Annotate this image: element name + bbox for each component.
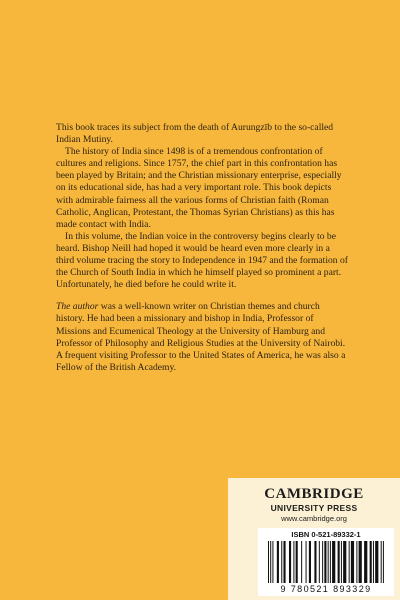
blurb-paragraph-3: In this volume, the Indian voice in the controversy begins clearly to be heard. Bishop Neill had hoped it would be heard even more clearly in a third volume tracing the story to Independence in 1947 and the formation of the Church of South India in which he himself played so prominent a part. Unfortunately, he died before he could write it. [56, 230, 348, 291]
barcode-bar [341, 541, 342, 583]
publisher-panel [228, 478, 400, 600]
publisher-subtitle: UNIVERSITY PRESS [270, 503, 358, 513]
barcode-bar [272, 541, 273, 583]
barcode-bar [283, 541, 285, 583]
back-cover-blurb [56, 122, 348, 374]
barcode-bar [277, 541, 279, 583]
barcode-bar [309, 541, 311, 583]
barcode-bar [364, 541, 367, 583]
barcode-bar [383, 541, 384, 583]
barcode-bar [314, 541, 316, 583]
barcode-bar [338, 541, 340, 583]
barcode-bar [301, 541, 302, 583]
publisher-name: CAMBRIDGE [264, 486, 364, 502]
barcode-bar [306, 541, 307, 583]
barcode-card [258, 528, 394, 596]
barcode-bar [375, 541, 378, 583]
barcode-bar [381, 541, 382, 583]
barcode-bar [319, 541, 320, 583]
blurb-paragraph-2: The history of India since 1498 is of a tremendous confrontation of cultures and religions. Since 1757, the chief part in this confrontation has been played by Britain; and the Christian missionary enterprise, especially on its educational side, has had a very important role. This book depicts with admirable fairness all the various forms of Christian faith (Roman Catholic, Anglican, Protestant, the Thomas Syrian Christians) as this has made contact with India. [56, 146, 342, 230]
barcode-bar [328, 541, 329, 583]
barcode-bar [351, 541, 354, 583]
barcode-icon [268, 541, 384, 583]
barcode-bar [373, 541, 374, 583]
barcode-bar [289, 541, 291, 583]
author-label: The author [56, 301, 99, 313]
barcode-bar [343, 541, 346, 583]
barcode-digits: 9 780521 893329 [280, 584, 372, 594]
barcode-bar [359, 541, 362, 583]
author-bio [56, 301, 348, 374]
barcode-bar [270, 541, 271, 583]
blurb-paragraph-1: This book traces its subject from the death of Aurungzīb to the so-called Indian Mutiny. [56, 122, 334, 146]
isbn-label: ISBN 0-521-89332-1 [291, 530, 361, 539]
barcode-bar [330, 541, 331, 583]
barcode-bar [322, 541, 323, 583]
publisher-url: www.cambridge.org [281, 514, 347, 523]
author-bio-text: was a well-known writer on Christian themes and church history. He had been a missionary and bishop in India, Professor of Missions and Ecumenical Theology at the University of Hamburg and Professor of Philosophy and Religious Studies at the University of Nairobi. A frequent visiting Professor to the United States of America, he was also a Fellow of the British Academy. [56, 301, 346, 373]
barcode-bar [349, 541, 350, 583]
barcode-bar [332, 541, 335, 583]
barcode-bar [296, 541, 298, 583]
barcode-bar [293, 541, 294, 583]
barcode-bar [324, 541, 326, 583]
barcode-bar [268, 541, 269, 583]
barcode-bar [281, 541, 282, 583]
barcode-bar [356, 541, 357, 583]
barcode-bar [370, 541, 372, 583]
